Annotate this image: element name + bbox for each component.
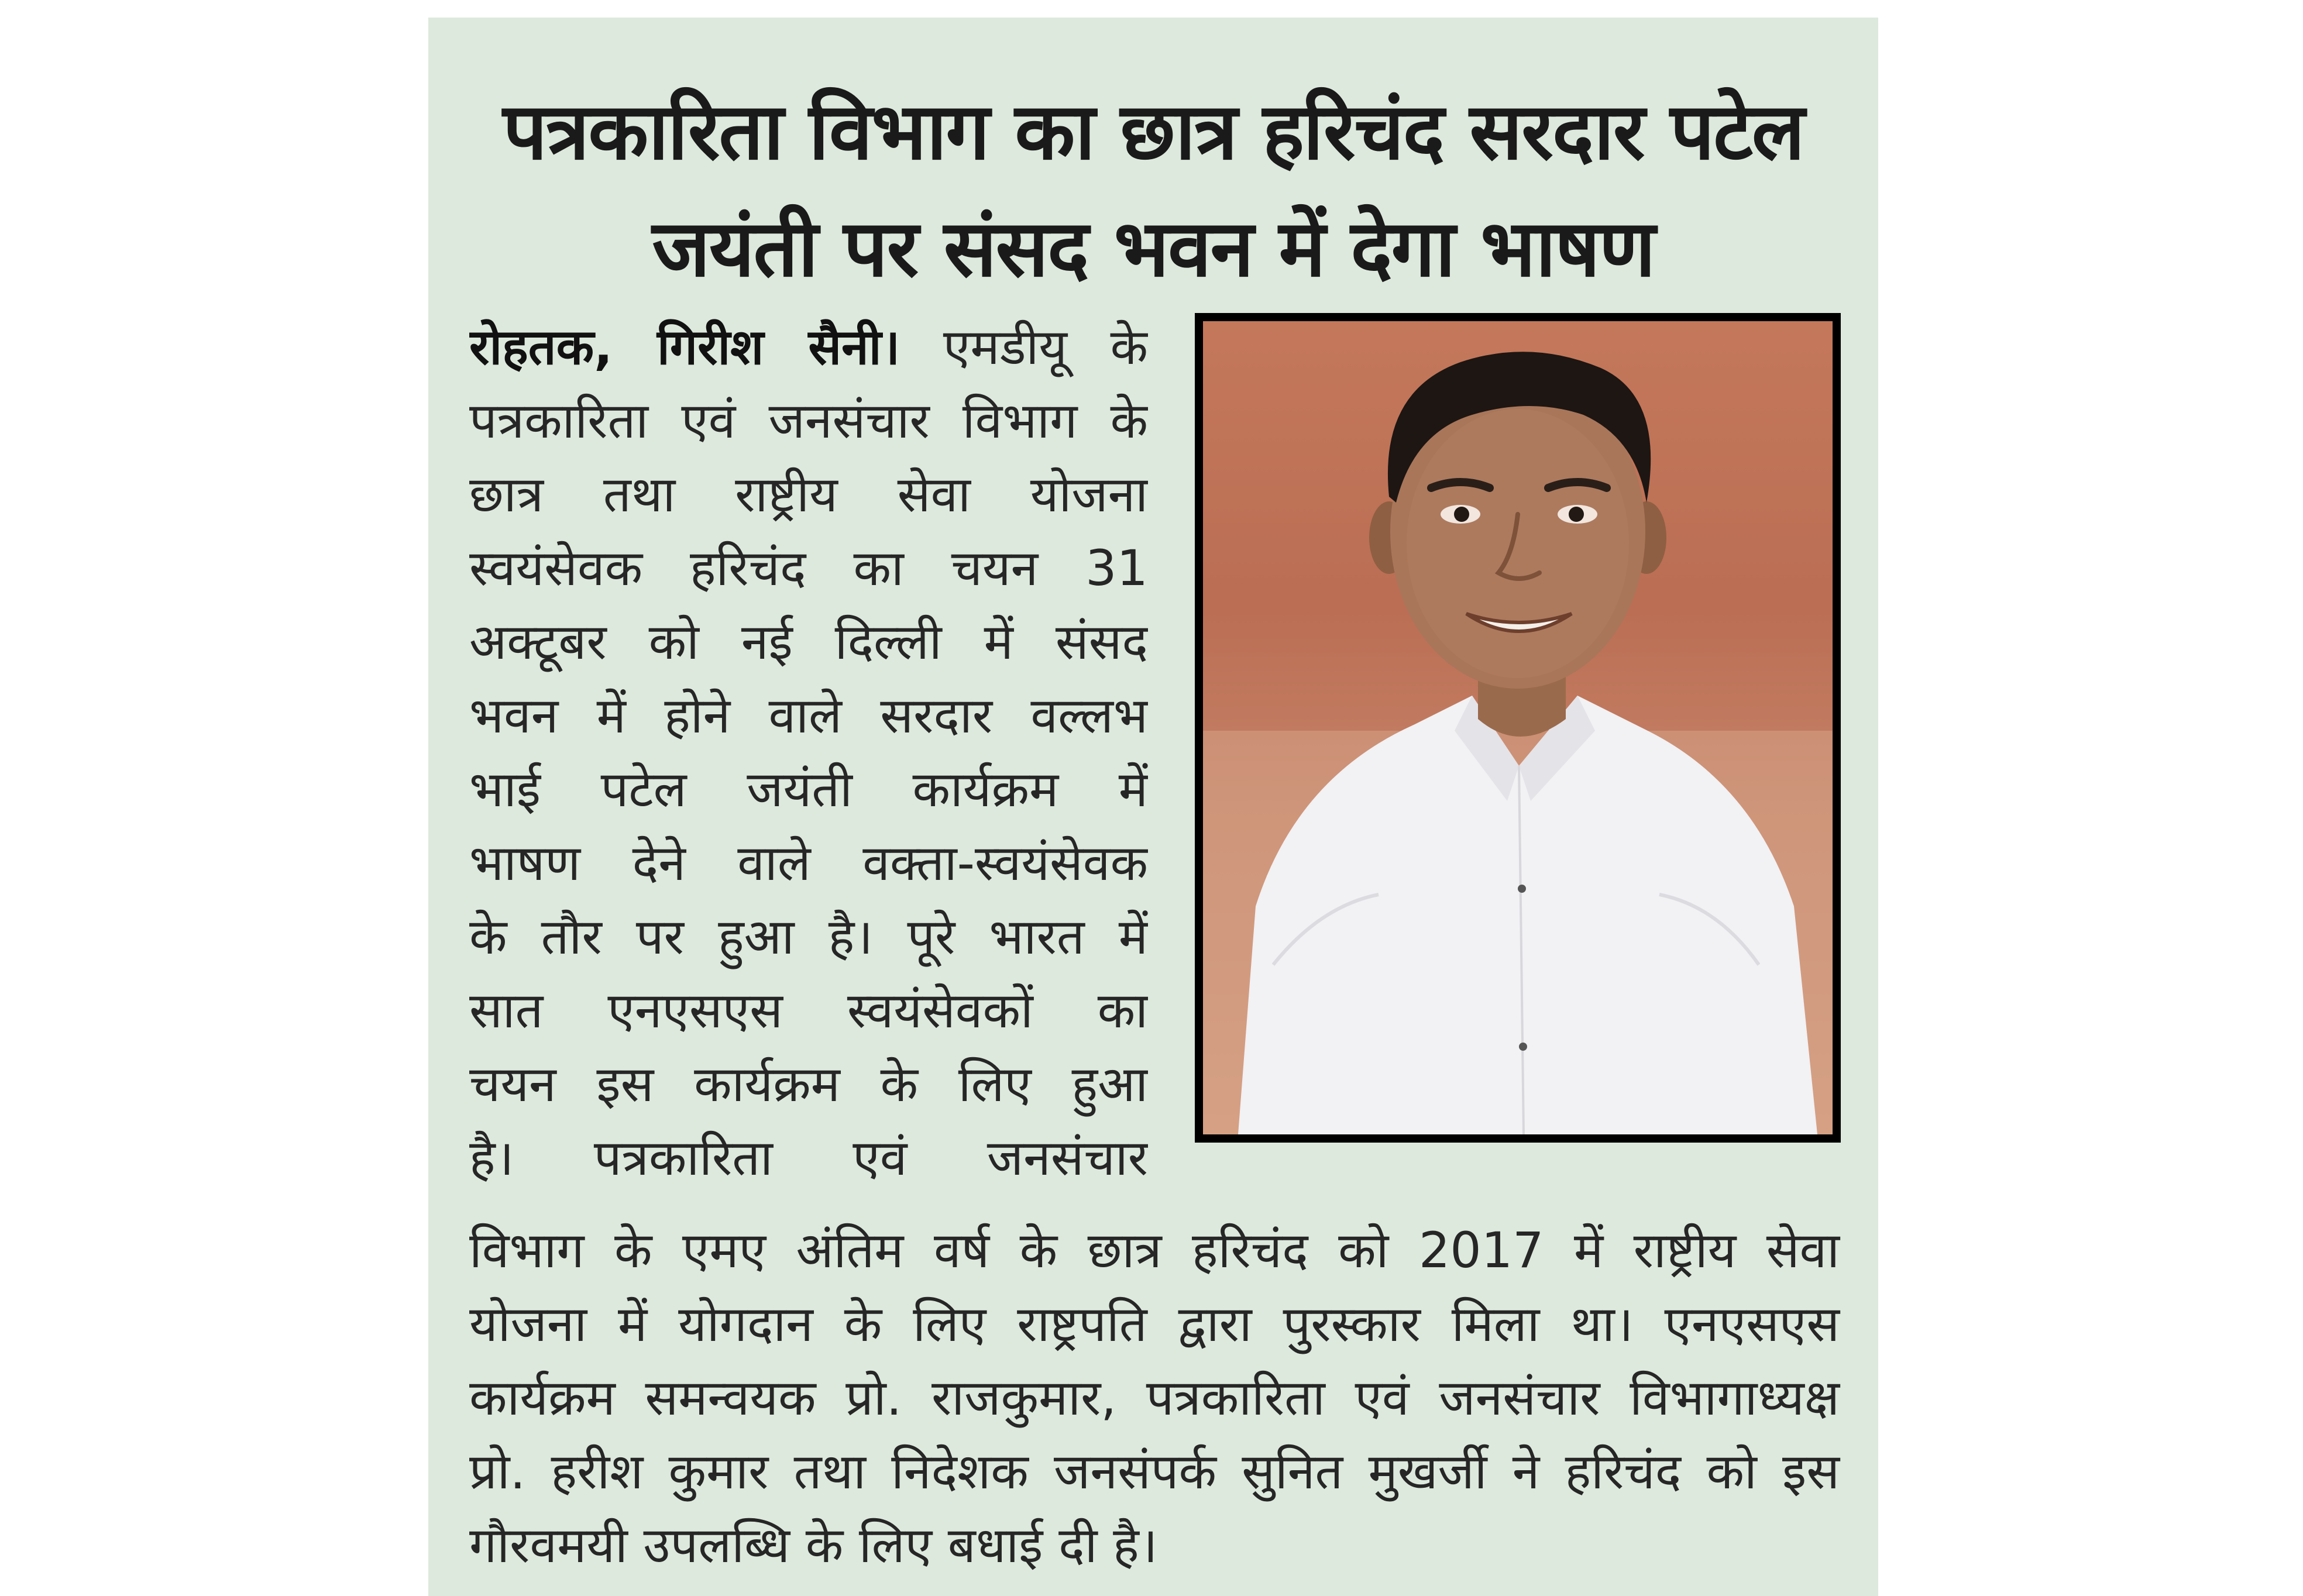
portrait-photo	[1203, 321, 1833, 1134]
column-line: अक्टूबर को नई दिल्ली में संसद	[469, 613, 1148, 670]
headline	[428, 73, 1878, 307]
column-line: स्वयंसेवक हरिचंद का चयन 31	[469, 539, 1148, 597]
column-line: है। पत्रकारिता एवं जनसंचार	[469, 1129, 1148, 1186]
column-line: छात्र तथा राष्ट्रीय सेवा योजना	[469, 466, 1148, 523]
article-continuation	[469, 1213, 1840, 1582]
wide-line: योजना में योगदान के लिए राष्ट्रपति द्वारा पुरस्कार मिला था। एनएसएस	[469, 1295, 1840, 1353]
portrait-photo-frame	[1195, 313, 1841, 1143]
wide-line: विभाग के एमए अंतिम वर्ष के छात्र हरिचंद को 2017 में राष्ट्रीय सेवा	[469, 1222, 1840, 1279]
wide-line: गौरवमयी उपलब्धि के लिए बधाई दी है।	[469, 1516, 1158, 1574]
column-line: सात एनएसएस स्वयंसेवकों का	[469, 982, 1148, 1039]
column-line-text: एमडीयू के	[900, 318, 1148, 376]
column-line: पत्रकारिता एवं जनसंचार विभाग के	[469, 392, 1148, 449]
column-line	[469, 310, 1148, 384]
dateline: रोहतक, गिरीश सैनी।	[469, 318, 900, 376]
column-line: भवन में होने वाले सरदार वल्लभ	[469, 687, 1148, 744]
headline-line-1: पत्रकारिता विभाग का छात्र हरिचंद सरदार पटेल	[503, 86, 1804, 177]
column-line: भाई पटेल जयंती कार्यक्रम में	[469, 761, 1148, 818]
portrait-illustration	[1203, 321, 1833, 1134]
newspaper-clipping	[428, 18, 1878, 1596]
headline-line-2: जयंती पर संसद भवन में देगा भाषण	[652, 203, 1655, 294]
column-line: के तौर पर हुआ है। पूरे भारत में	[469, 908, 1148, 965]
wide-line: प्रो. हरीश कुमार तथा निदेशक जनसंपर्क सुनित मुखर्जी ने हरिचंद को इस	[469, 1443, 1840, 1500]
article-column	[469, 310, 1148, 1195]
column-line: चयन इस कार्यक्रम के लिए हुआ	[469, 1055, 1148, 1113]
wide-line: कार्यक्रम समन्वयक प्रो. राजकुमार, पत्रकारिता एवं जनसंचार विभागाध्यक्ष	[469, 1369, 1840, 1426]
column-line: भाषण देने वाले वक्ता-स्वयंसेवक	[469, 834, 1148, 892]
